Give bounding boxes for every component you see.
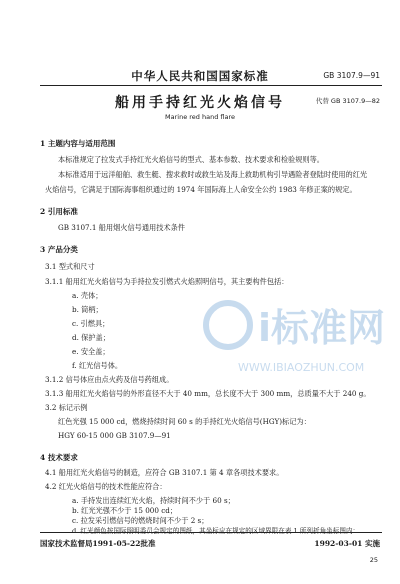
page-number: 25: [369, 556, 378, 564]
svg-text:i标准网: i标准网: [258, 306, 386, 350]
clause-4-1: 4.1 船用红光火焰信号的制造，应符合 GB 3107.1 第 4 章各项技术要求。: [45, 468, 284, 477]
marking-example-text: 红色光强 15 000 cd，燃烧持续时间 60 s 的手持红光火焰信号(HGY)标记为：: [58, 417, 311, 426]
performance-item: b. 红光光强不少于 15 000 cd；: [72, 506, 178, 515]
component-item: c. 引燃具；: [72, 319, 110, 328]
component-item: e. 安全盖；: [72, 347, 110, 356]
section-1-paragraph-2b: 火焰信号，它满足于国际海事组织通过的 1974 年国际海上人命安全公约 1983 年修正案的规定。: [45, 185, 357, 194]
performance-item: a. 手持发出连续红光火焰，持续时间不少于 60 s；: [72, 496, 235, 505]
effective-date: 1992-03-01 实施: [314, 539, 380, 548]
marking-example-code: HGY 60-15 000 GB 3107.9—91: [58, 431, 171, 440]
section-1-paragraph-1: 本标准规定了拉发式手持红光火焰信号的型式、基本参数、技术要求和检验规则等。: [58, 155, 324, 164]
clause-3-1-2: 3.1.2 信号体应由点火药及信号药组成。: [45, 375, 174, 384]
performance-item: d. 红光颜色按国际照明委员会规定的图纸，其坐标应在规定的区域界限在表 1 所列折角坐标图内：: [72, 527, 360, 535]
referenced-standard: GB 3107.1 船用烟火信号通用技术条件: [58, 223, 185, 232]
watermark-logo: [198, 285, 398, 385]
clause-3-1-3: 3.1.3 船用红光火焰信号的外形直径不大于 40 mm，总长度不大于 300 mm，总质量不大于 240 g。: [45, 389, 371, 398]
section-1-paragraph-2a: 本标准适用于远洋船舶、救生艇、搜求救时或救生站及海上救助机构引导遇险者登陆时使用的红光: [58, 170, 368, 179]
section-4-heading: 4 技术要求: [40, 453, 78, 462]
section-1-heading: 1 主题内容与适用范围: [40, 139, 116, 148]
svg-text:WWW.IBIAOZHUN.COM: WWW.IBIAOZHUN.COM: [238, 361, 365, 374]
clause-3-1-1: 3.1.1 船用红光火焰信号为手持拉发引燃式火焰照明信号，其主要构件包括：: [45, 277, 289, 286]
header-rule: [40, 85, 382, 86]
standard-code: GB 3107.9—91: [323, 71, 380, 80]
performance-item: c. 拉发采引燃信号的燃烧时间不少于 2 s；: [72, 516, 209, 525]
component-item: f. 红光信号体。: [72, 361, 123, 370]
clause-3-1: 3.1 型式和尺寸: [45, 262, 95, 271]
section-3-heading: 3 产品分类: [40, 245, 78, 254]
replaces-standard: 代替 GB 3107.9—82: [315, 97, 380, 105]
component-item: a. 壳体；: [72, 291, 103, 300]
issuing-country-header: 中华人民共和国国家标准: [131, 69, 269, 83]
component-item: b. 筒柄；: [72, 305, 103, 314]
english-title: Marine red hand flare: [165, 113, 235, 121]
clause-3-2: 3.2 标记示例: [45, 403, 88, 412]
approval-date: 国家技术监督局1991-05-22批准: [40, 539, 156, 548]
section-2-heading: 2 引用标准: [40, 207, 78, 216]
document-title: 船用手持红光火焰信号: [115, 95, 285, 111]
component-item: d. 保护盖；: [72, 333, 110, 342]
watermark-ring-icon: [206, 303, 250, 347]
footer-rule: [40, 532, 382, 533]
clause-4-2: 4.2 红光火焰信号的技术性能应符合：: [45, 482, 167, 491]
